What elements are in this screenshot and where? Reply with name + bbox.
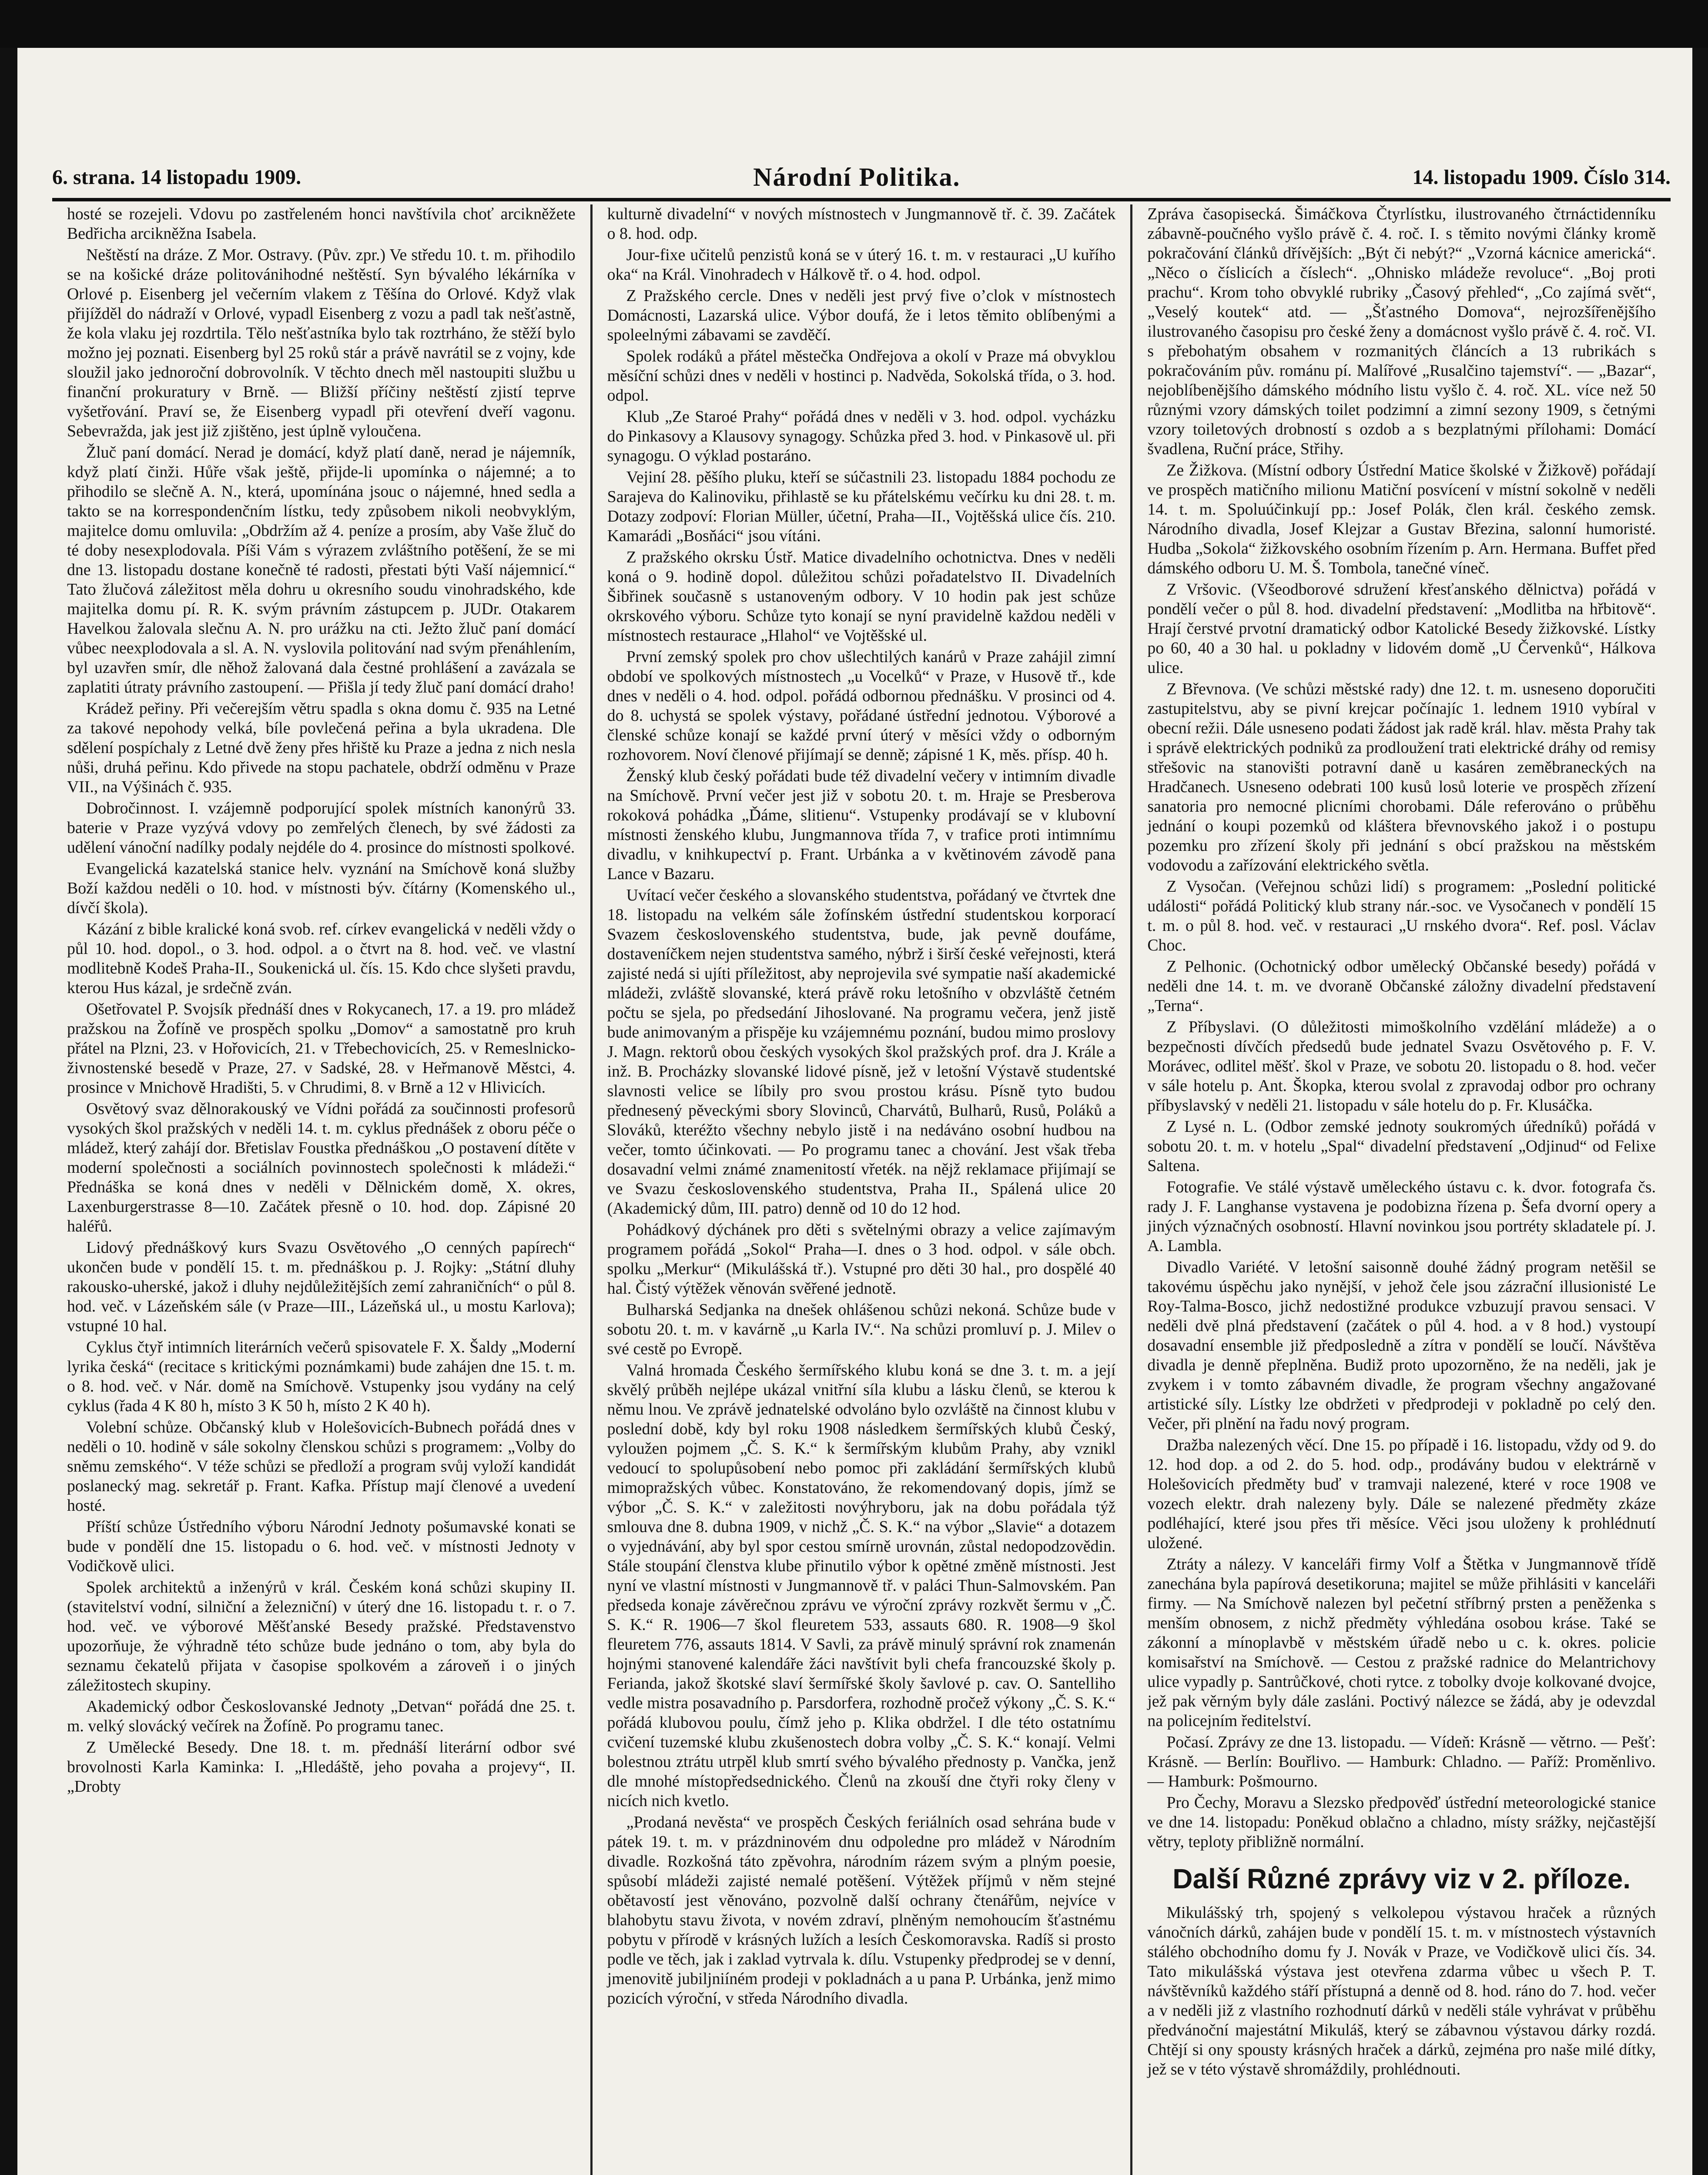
paragraph: Z pražského okrsku Ústř. Matice divadelního ochotnictva. Dnes v neděli koná o 9. hodině dopol. důležitou schůzi pořadatelstvo II. Divadelních Šibřinek současně s ustanoveným odbory. V 10 hodin pak jest schůze okrskového výboru. Schůze tyto konají se nyní pravidelně každou neděli v místnostech restaurace „Hlahol“ ve Vojtěšské ul.: [607, 548, 1116, 645]
paragraph: Žluč paní domácí. Nerad je domácí, když platí daně, nerad je nájemník, když platí činži. Hůře však ještě, přijde-li upomínka o nájemné; a to přihodilo se slečně A. N., která, upomínána jsouc o nájemné, hned sedla a takto se na korrespondenčním lístku, tedy způsobem nikoli neobvyklým, majitelce domu omluvila: „Obdržím až 4. peníze a prosím, aby Vaše žluč do té doby nesexplodovala. Píši Vám s výrazem zvláštního potěšení, že se mi dne 13. listopadu dostane konečně té radosti, přestati býti Vaší nájemnicí.“ Tato žlučová záležitost měla dohru u okresního soudu vinohradského, kde majitelka domu pí. R. K. svým právním zástupcem p. JUDr. Otakarem Havelkou žalovala slečnu A. N. pro urážku na cti. Ježto žluč paní domácí vůbec neexplodovala a sl. A. N. vyslovila politování nad svým přenáhlením, byl uzavřen smír, dle něhož žalovaná dala čestné prohlášení a zavázala se zaplatiti útraty právního zastoupení. — Přišla jí tedy žluč paní domácí draho!: [67, 443, 576, 696]
paragraph: Klub „Ze Staroé Prahy“ pořádá dnes v neděli v 3. hod. odpol. vycházku do Pinkasovy a Klausovy synagogy. Schůzka před 3. hod. v Pinkasově ul. při synagogu. O výklad postaráno.: [607, 408, 1116, 465]
paragraph: Krádež peřiny. Při večerejším větru spadla s okna domu č. 935 na Letné za takové nepohody velká, bíle povlečená peřina a byla ukradena. Dle sdělení pospíchaly z Letné dvě ženy přes hřiště ku Praze a jedna z nich nesla nůši, druhá peřinu. Kdo přivede na stopu pachatele, obdrží odměnu v Praze VII., na Výšinách č. 935.: [67, 699, 576, 796]
paragraph: Cyklus čtyř intimních literárních večerů spisovatele F. X. Šaldy „Moderní lyrika česká“ (recitace s kritickými poznámkami) bude zahájen dne 15. t. m. o 8. hod. več. v Nár. domě na Smíchově. Vstupenky jsou vydány na celý cyklus (řada 4 K 80 h, místo 3 K 50 h, místo 2 K 40 h).: [67, 1338, 576, 1415]
paragraph: Bulharská Sedjanka na dnešek ohlášenou schůzi nekoná. Schůze bude v sobotu 20. t. m. v kavárně „u Karla IV.“. Na schůzi promluví p. J. Milev o své cestě po Evropě.: [607, 1301, 1116, 1358]
paragraph: Valná hromada Českého šermířského klubu koná se dne 3. t. m. a její skvělý průběh nejlépe ukázal vnitřní síla klubu a lásku členů, se kterou k němu lnou. Ve zprávě jednatelské odvoláno bylo ozvláště na činnost klubu v poslední době, kdy byl roku 1908 následkem šermířských klubů Český, vyloužen pojmem „Č. S. K.“ k šermířským klubům Prahy, aby vznikl vedoucí to spolupůsobení nebo pomoc při zakládání šermířských klubů mimopražských vůbec. Konstatováno, že rekomendovaný dopis, jímž se výbor „Č. S. K.“ v zaležitosti novýhryboru, jak na dobu pořádala týž smlouva dne 8. dubna 1909, v nichž „Č. S. K.“ na výbor „Slavie“ a dotazem o vyjednávání, aby byl spor cestou smírně urovnán, zůstal nedopodzovědin. Stále stoupání členstva klube přinutilo výbor k opětné změně místnosti. Jest nyní ve vlastní místnosti v Jungmannově tř. v paláci Thun-Salmovském. Pan předseda konaje závěrečnou zprávu ve výroční zprávy rozkvět šermu v „Č. S. K.“ R. 1906—7 škol fleuretem 533, assauts 680. R. 1908—9 škol fleuretem 776, assauts 1814. V Savli, za právě minulý správní rok znamenán hojnými stanovené kalendáře žáci navštívit byli chefa francouzské školy p. Ferianda, jakož škotské slaví šermířské školy šavlové p. cav. O. Santelliho vedle mistra posavadního p. Parsdorfera, rozhodně pročež výkony „Č. S. K.“ pořádá klubovou poulu, čímž jeho p. Klika obdržel. I dle této ostatnímu cvičení tuzemské klubu zkušenostech dobra volby „Č. S. K.“ konají. Velmi bolestnou ztrátu utrpěl klub smrtí svého bývalého přednosty p. Vančka, jenž dle mnohé místopředsednického. Členů na zkouší dne čtyři roky členy v nicích nich kvetlo.: [607, 1361, 1116, 1810]
paragraph: Pohádkový dýchánek pro děti s světelnými obrazy a velice zajímavým programem pořádá „Sokol“ Praha—I. dnes o 3 hod. odpol. v sále obch. spolku „Merkur“ (Mikulášská tř.). Vstupné pro děti 30 hal., pro dospělé 40 hal. Čistý výtěžek věnován svěřené jednotě.: [607, 1221, 1116, 1298]
paragraph: Z Umělecké Besedy. Dne 18. t. m. přednáší literární odbor své brovolnosti Karla Kaminka: I. „Hledáště, jeho povaha a projevy“, II. „Drobty: [67, 1738, 576, 1796]
paragraph: Z Lysé n. L. (Odbor zemské jednoty soukromých úředníků) pořádá v sobotu 20. t. m. v hotelu „Spal“ divadelní představení „Odjinud“ od Felixe Saltena.: [1147, 1118, 1656, 1175]
paragraph: Jour-fixe učitelů penzistů koná se v úterý 16. t. m. v restauraci „U kuřího oka“ na Král. Vinohradech v Hálkově tř. o 4. hod. odpol.: [607, 246, 1116, 284]
paragraph: Fotografie. Ve stálé výstavě uměleckého ústavu c. k. dvor. fotografa čs. rady J. F. Langhanse vystavena je podobizna řízena p. Šefa dvorní opery a jiných význačných osobností. Hlavní novinkou jsou portréty skladatele pí. J. A. Lambla.: [1147, 1178, 1656, 1255]
scan-border-top: [0, 0, 1708, 48]
column-2: [590, 204, 1131, 2175]
paragraph: Z Vysočan. (Veřejnou schůzi lidí) s programem: „Poslední politické události“ pořádá Politický klub strany nár.-soc. ve Vysočanech v pondělí 15 t. m. o půl 8. hod. več. v restauraci „U rnského dvora“. Ref. posl. Václav Choc.: [1147, 877, 1656, 954]
paragraph: Divadlo Variété. V letošní saisonně douhé žádný program netěšil se takovému úspěchu jako nynější, v jehož čele jsou zázrační illusionisté Le Roy-Talma-Bosco, jichž nedostižné produkce vzbuzují pravou sensaci. V neděli dvě plná představení (začátek o půl 4. hod. a v 8 hod.) vystoupí dosavadní ensemble již předposledně a zítra v pondělí se loučí. Návštěva divadla je denně přeplněna. Budiž proto upozorněno, že na neděli, jak je zvykem i v tomto zábavném divadle, že program všechny angažované artistické síly. Lístky lze obdržeti v předprodeji v pokladně po celý den. Večer, při plnění na řadu nový program.: [1147, 1258, 1656, 1433]
page-header: [52, 157, 1671, 198]
paragraph: Příští schůze Ústředního výboru Národní Jednoty pošumavské konati se bude v pondělí dne 15. listopadu o 6. hod. več. v místnosti Jednoty v Vodičkově ulici.: [67, 1518, 576, 1575]
paragraph: Z Pelhonic. (Ochotnický odbor umělecký Občanské besedy) pořádá v neděli dne 14. t. m. ve dvoraně Občanské záložny divadelní představení „Terna“.: [1147, 957, 1656, 1015]
newspaper-page: [17, 48, 1692, 2175]
paragraph: Z Pražského cercle. Dnes v neděli jest prvý five o’clok v místnostech Domácnosti, Lazarská ulice. Výbor doufá, že i letos těmito oblíbenými a spoleelnými zábavami se zavděčí.: [607, 287, 1116, 344]
paragraph: Osvětový svaz dělnorakouský ve Vídni pořádá za součinnosti profesorů vysokých škol pražských v neděli 14. t. m. cyklus přednášek z oboru péče o mládež, který zahájí dor. Břetislav Foustka přednáškou „O postavení dítěte v moderní společnosti a sociálních povinnostech společnosti k mládeži.“ Přednáška se koná dnes v neděli v Dělnickém domě, X. okres, Laxenburgerstrasse 8—10. Začátek přesně o 10. hod. dop. Zápisné 20 haléřů.: [67, 1100, 576, 1235]
column-3: [1130, 204, 1671, 2175]
header-rule: [52, 198, 1671, 201]
masthead-title: Národní Politika.: [753, 163, 961, 191]
paragraph: hosté se rozejeli. Vdovu po zastřeleném honci navštívila choť arcikněžete Bedřicha arcikněžna Isabela.: [67, 205, 576, 243]
paragraph: Kázání z bible kralické koná svob. ref. církev evangelická v neděli vždy o půl 10. hod. dopol., o 3. hod. odpol. a o čtvrt na 8. hod. več. ve vlastní modlitebně Kodeš Praha-II., Soukenická ul. čís. 15. Kdo chce slyšeti pravdu, kterou Hus kázal, je srdečně zván.: [67, 920, 576, 997]
paragraph: Lidový přednáškový kurs Svazu Osvětového „O cenných papírech“ ukončen bude v pondělí 15. t. m. přednáškou p. J. Rojky: „Státní dluhy rakousko-uherské, jakož i dluhy nejdůležitějších zemí zahraničních“ o půl 8. hod. več. v Lázeňském sále (v Praze—III., Lázeňská ul., u mostu Karlova); vstupné 10 hal.: [67, 1238, 576, 1335]
paragraph: Mikulášský trh, spojený s velkolepou výstavou hraček a různých vánočních dárků, zahájen bude v pondělí 15. t. m. v místnostech výstavních stálého obchodního domu fy J. Novák v Praze, ve Vodičkově ulici čís. 34. Tato mikulášská výstava jest otevřena zdarma vůbec u všech P. T. návštěvníků každého stáří přístupná a denně od 8. hod. ráno do 7. hod. večer a v neděli již z vlastního rozhodnutí dárků v neděli stále vyhrávat v průběhu předvánoční majestátní Mikuláš, který se zábavnou výstavou dárky rozdá. Chtějí si ony spousty krásných hraček a dárků, zejména pro naše milé dítky, jež se v této výstavě shromáždily, prohlédnouti.: [1147, 1904, 1656, 2078]
paragraph: Neštěstí na dráze. Z Mor. Ostravy. (Pův. zpr.) Ve středu 10. t. m. přihodilo se na košické dráze politovánihodné neštěstí. Syn bývalého lékárníka v Orlové p. Eisenberg jel večerním vlakem z Těšína do Orlové. Když vlak přijížděl do nádraží v Orlové, vypadl Eisenberg z vozu a padl tak nešťastně, že kola vlaku jej rozdrtila. Tělo nešťastníka bylo tak roztrháno, že stěží bylo možno jej poznati. Eisenberg byl 25 roků stár a právě navrátil se z vojny, kde sloužil jako jednoroční dobrovolník. V těchto dnech měl nastoupiti službu u finanční prokuratury v Brně. — Bližší příčiny neštěstí zjistí teprve vyšetřování. Praví se, že Eisenberg vypadl při otevření dveří vagonu. Sebevražda, jak jest již zjištěno, jest úplně vyloučena.: [67, 246, 576, 440]
paragraph: kulturně divadelní“ v nových místnostech v Jungmannově tř. č. 39. Začátek o 8. hod. odp.: [607, 205, 1116, 243]
paragraph: „Prodaná nevěsta“ ve prospěch Českých feriálních osad sehrána bude v pátek 19. t. m. v prázdninovém dnu odpoledne pro mládež v Národním divadle. Rozkošná táto zpěvohra, národním rázem svým a plným poesie, spůsobí mládeži zajisté nemalé potěšení. Výtěžek příjmů v něm stejné obětavostí jest věnováno, pozvolně další ochrany čtenářům, nejvíce v blahobytu stavu života, v novém zdraví, plněným nemohoucím šťastnému pobytu v přírodě v krásných lužích a lesích Českomoravska. Radíš si prosto podle ve těch, jak i zaklad vytrvala k. dílu. Vstupenky předprodej se v denní, jmenovitě jubiljniíném prodeji v pokladnách a u pana P. Urbánka, jenž mimo pozicích výroční, v středa Národního divadla.: [607, 1813, 1116, 2008]
paragraph: Z Vršovic. (Všeodborové sdružení křesťanského dělnictva) pořádá v pondělí večer o půl 8. hod. divadelní představení: „Modlitba na hřbitově“. Hrají čerstvé prvotní dramatický odbor Katolické Besedy žižkovské. Lístky po 60, 40 a 30 hal. u pokladny v lidovém domě „U Červenků“, Hálkova ulice.: [1147, 580, 1656, 677]
paragraph: Z Břevnova. (Ve schůzi městské rady) dne 12. t. m. usneseno doporučiti zastupitelstvu, aby se pivní krejcar počínajíc 1. lednem 1910 vybíral v obecní režii. Dále usneseno podati žádost jak radě král. hlav. města Prahy tak i správě elektrických podniků za prodloužení trati elektrické dráhy od remisy střešovic na stanovišti potravní daně u kasáren zeměbraneckých na Hradčanech. Usneseno odebrati 100 kusů losů loterie ve prospěch zřízení sanatoria pro nemocné plicními chorobami. Dále referováno o průběhu jednání o koupi pozemků od kláštera břevnovského jakož i o postupu pozemku pro zřízení školy při jednání s obcí pražskou na městském vodovodu a zařízování elektrického světla.: [1147, 680, 1656, 874]
paragraph: Evangelická kazatelská stanice helv. vyznání na Smíchově koná služby Boží každou neděli o 10. hod. v místnosti býv. čítárny (Komenského ul., dívčí škola).: [67, 860, 576, 917]
paragraph: Akademický odbor Českoslovanské Jednoty „Detvan“ pořádá dne 25. t. m. velký slovácký večírek na Žofíně. Po programu tanec.: [67, 1697, 576, 1735]
paragraph: Volební schůze. Občanský klub v Holešovicích-Bubnech pořádá dnes v neděli o 10. hodině v sále sokolny členskou schůzi s programem: „Volby do sněmu zemského“. V téže schůzi se předloží a program svůj vyloží kandidát poslanecký mag. sekretář p. Frant. Kafka. Přístup mají členové a uvedení hosté.: [67, 1418, 576, 1515]
paragraph: Spolek rodáků a přátel městečka Ondřejova a okolí v Praze má obvyklou měsíční schůzi dnes v neděli v hostinci p. Nadvěda, Sokolská třída, o 3. hod. odpol.: [607, 347, 1116, 405]
paragraph: Ze Žižkova. (Místní odbory Ústřední Matice školské v Žižkově) pořádají ve prospěch matičního milionu Matiční posvícení v místní sokolně v neděli 14. t. m. Spoluúčinkují pp.: Josef Polák, člen král. českého zemsk. Národního divadla, Josef Klejzar a Gustav Březina, salonní humoristé. Hudba „Sokola“ žižkovského osobním řízením p. Arn. Hermana. Buffet před dámského odboru U. M. Š. Tombola, tanečné víneč.: [1147, 461, 1656, 577]
paragraph: Ztráty a nálezy. V kanceláři firmy Volf a Štětka v Jungmannově třídě zanechána byla papírová desetikoruna; majitel se může přihlásiti v kanceláři firmy. — Na Smíchově nalezen byl pečetní stříbrný prsten a peněženka s menším obnosem, z nichž předměty výhledána osobou kráse. Také se zákonní a mínoplavbě v městském úřadě nebo u c. k. okres. policie komisařství na Smíchově. — Cestou z pražské radnice do Melantrichovy ulice vypadly p. Santrůčkové, choti rytce. z tobolky dvoje kolkované dvojce, jež pak věrným byly dále zasláni. Poctivý nálezce se žádá, aby je odevzdal na policejním ředitelství.: [1147, 1555, 1656, 1730]
section-headline: Další Různé zprávy viz v 2. příloze.: [1172, 1863, 1631, 1894]
paragraph: První zemský spolek pro chov ušlechtilých kanárů v Praze zahájil zimní období ve spolkových místnostech „u Vocelků“ v Praze, v Husově tř., kde dnes v neděli o 4. hod. odpol. pořádá odbornou přednášku. V prosinci od 4. do 8. uchystá se spolek výstavy, pořádané ústřední jednotou. Výborové a členské schůze konají se každé první úterý v měsíci vždy o odborným rozhovorem. Noví členové přijímají se denně; zápisné 1 K, měs. přísp. 40 h.: [607, 648, 1116, 764]
paragraph: Dražba nalezených věcí. Dne 15. po případě i 16. listopadu, vždy od 9. do 12. hod dop. a od 2. do 5. hod. odp., prodávány budou v elektrárně v Holešovicích předměty buď v tramvaji nalezené, které v roce 1908 ve vozech elektr. drah nalezeny byly. Dále se nalezené předměty zkáze podléhající, které jsou přes tři měsíce. Věci jsou uloženy k prohlédnutí uložené.: [1147, 1436, 1656, 1552]
column-1: [52, 204, 590, 2175]
header-right: 14. listopadu 1909. Číslo 314.: [1412, 166, 1671, 189]
paragraph: Pro Čechy, Moravu a Slezsko předpověď ústřední meteorologické stanice ve dne 14. listopadu: Poněkud oblačno a chladno, místy srážky, nejčastější větry, teploty přibližně normální.: [1147, 1794, 1656, 1851]
paragraph: Zpráva časopisecká. Šimáčkova Čtyrlístku, ilustrovaného čtrnáctidenníku zábavně-poučného vyšlo právě č. 4. roč. I. s těmito novými články kromě pokračování článků dřívějších: „Být či nebýt?“ „Vzorná kácnice americká“. „Něco o číslicích a číslech“. „Ohnisko mládeže revoluce“. „Boj proti prachu“. Krom toho obvyklé rubriky „Časový přehled“, „Co zajímá svět“, „Veselý koutek“ atd. — „Šťastného Domova“, nejrozšířenějšího ilustrovaného časopisu pro české ženy a domácnost vyšlo právě č. 4. roč. VI. s přebohatým obsahem v rozmanitých článcích a 13 rubrikách s pokračováním pův. románu pí. Malířové „Rusalčino tajemství“. — „Bazar“, nejoblíbenějšího dámského módního listu vyšlo č. 4. roč. XL. více než 50 různými vzory dámských toilet podzimní a zimní sezony 1909, s četnými vzory toiletových drobností s ozdob a s bezplatnými přílohami: Domácí švadlena, Ruční práce, Střihy.: [1147, 205, 1656, 458]
paragraph: Dobročinnost. I. vzájemně podporující spolek místních kanonýrů 33. baterie v Praze vyzývá vdovy po zemřelých členech, by své žádosti za udělení vánoční nadílky podaly nejdéle do 4. prosince do místnosti spolkové.: [67, 799, 576, 857]
paragraph: Ženský klub český pořádati bude též divadelní večery v intimním divadle na Smíchově. První večer jest již v sobotu 20. t. m. Hraje se Presberova rokoková pohádka „Ďáme, slitienu“. Vstupenky prodávají se v klubovní místnosti ženského klubu, Jungmannova třída 7, v trafice proti intimnímu divadlu, v knihkupectví p. Frant. Urbánka a v květinovém závodě pana Lance v Bazaru.: [607, 767, 1116, 883]
paragraph: Ošetřovatel P. Svojsík přednáší dnes v Rokycanech, 17. a 19. pro mládež pražskou na Žofíně ve prospěch spolku „Domov“ a samostatně pro kruh přátel na Plzni, 23. v Hořovicích, 21. v Třebechovicích, 25. v Remeslnicko-živnostenské besedě v Praze, 27. v Sadské, 28. v Heřmanově Městci, 4. prosince v Mnichově Hradišti, 5. v Chrudimi, 8. v Brně a 12 v Hlivicích.: [67, 1000, 576, 1097]
paragraph: Uvítací večer českého a slovanského studentstva, pořádaný ve čtvrtek dne 18. listopadu na velkém sále žofínském ústřední studentskou korporací Svazem československého studentstva, bude, jak pevně doufáme, dostaveníčkem nejen studentstva samého, nýbrž i širší české veřejnosti, která zajisté nedá si ujíti příležitost, aby neprojevila své sympatie naší akademické mládeži, zvláště slovanské, která právě roku letošního v obzvláště četném počtu se sjela, po předsedání Jihoslované. Na programu večera, jenž jistě bude animovaným a přispěje ku vzájemnému poznání, budou mimo proslovy J. Magn. rektorů obou českých vysokých škol pražských prof. dra J. Krále a inž. B. Procházky slovanské lidové písně, jež v letošní Výstavě studentské slavnosti velice se líbily pro svou prostou krásu. Písně tyto budou přednesený pěveckými sbory Slovinců, Charvátů, Bulharů, Rusů, Poláků a Slováků, kteréžto všechny nebylo jistě i na nedáváno osobní hudbou na večer, tomto účinkovati. — Po programu tanec a chování. Jest však třeba dosavadní velmi známé znamenitostí vřeték. na nějž reklamace přijímají se ve Svazu československého studentstva, Praha II., Spálená ulice 20 (Akademický dům, III. patro) denně od 10 do 12 hod.: [607, 886, 1116, 1218]
paragraph: Vejiní 28. pěšího pluku, kteří se súčastnili 23. listopadu 1884 pochodu ze Sarajeva do Kalinoviku, přihlastě se ku přátelskému večírku ku dni 28. t. m. Dotazy zodpoví: Florian Müller, účetní, Praha—II., Vojtěšská ulice čís. 210. Kamarádi „Bosňáci“ jsou vítáni.: [607, 468, 1116, 545]
header-left: 6. strana. 14 listopadu 1909.: [52, 166, 301, 189]
paragraph: Počasí. Zprávy ze dne 13. listopadu. — Vídeň: Krásně — větrno. — Pešť: Krásně. — Berlín: Bouřlivo. — Hamburk: Chladno. — Paříž: Proměnlivo. — Hamburk: Pošmourno.: [1147, 1733, 1656, 1790]
paragraph: Spolek architektů a inženýrů v král. Českém koná schůzi skupiny II. (stavitelství vodní, silniční a železniční) v úterý dne 16. listopadu t. r. o 7. hod. več. ve výborové Měšťanské Besedy pražské. Představenstvo upozorňuje, že výhradně této schůze bude jednáno o tom, aby byla do seznamu čekatelů přijata v časopise spolkovém a zároveň i o jiných záležitostech skupiny.: [67, 1578, 576, 1694]
paragraph: Z Příbyslavi. (O důležitosti mimoškolního vzdělání mládeže) a o bezpečnosti dívčích předsedů bude jednatel Svazu Osvětového p. F. V. Morávec, odlitel měšť. škol v Praze, ve sobotu 20. listopadu o 8. hod. večer v sále hotelu p. Ant. Škopka, kterou svolal z zpravodaj odbor pro ochrany příbyslavský v neděli 21. listopadu v sále hotelu do p. Fr. Klusáčka.: [1147, 1018, 1656, 1114]
article-columns: [52, 204, 1671, 2175]
